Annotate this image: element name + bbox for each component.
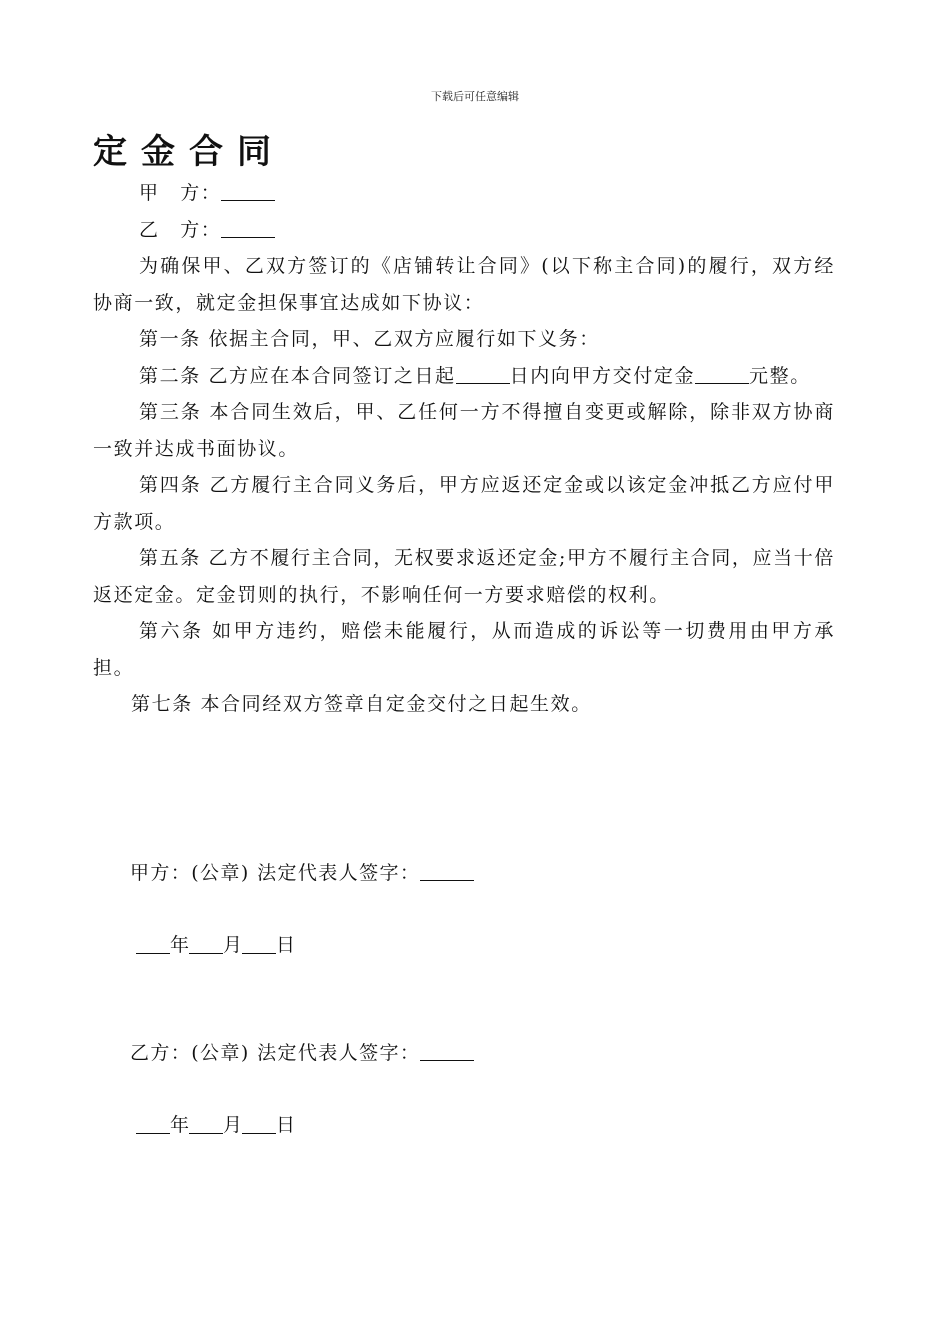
year-blank bbox=[136, 1114, 170, 1134]
article-2 bbox=[93, 358, 835, 395]
party-b-line bbox=[93, 212, 835, 249]
year-label: 年 bbox=[170, 1114, 190, 1136]
party-a-blank bbox=[221, 181, 275, 201]
party-a-signature-label: 甲方：(公章) 法定代表人签字： bbox=[130, 862, 421, 884]
party-b-label: 乙 方： bbox=[139, 218, 222, 241]
article-1: 第一条 依据主合同，甲、乙双方应履行如下义务： bbox=[139, 328, 600, 350]
month-blank bbox=[189, 1114, 223, 1134]
party-b-date bbox=[136, 1110, 295, 1137]
document-title: 定金合同 bbox=[93, 132, 285, 172]
month-label: 月 bbox=[223, 1114, 243, 1136]
party-b-blank bbox=[221, 218, 275, 238]
party-a-signature-blank bbox=[420, 861, 474, 881]
year-blank bbox=[136, 934, 170, 954]
intro-paragraph: 为确保甲、乙双方签订的《店铺转让合同》(以下称主合同)的履行，双方经协商一致，就定金担保事宜达成如下协议： bbox=[93, 255, 835, 314]
article-7: 第七条 本合同经双方签章自定金交付之日起生效。 bbox=[131, 693, 592, 715]
contract-body bbox=[93, 175, 835, 723]
day-label: 日 bbox=[276, 934, 296, 956]
party-a-line bbox=[93, 175, 835, 212]
article-2-part-a: 第二条 乙方应在本合同签订之日起 bbox=[139, 364, 456, 387]
article-2-part-c: 元整。 bbox=[749, 364, 811, 387]
article-6: 第六条 如甲方违约，赔偿未能履行，从而造成的诉讼等一切费用由甲方承担。 bbox=[93, 620, 835, 679]
article-3: 第三条 本合同生效后，甲、乙任何一方不得擅自变更或解除，除非双方协商一致并达成书面协议。 bbox=[93, 401, 835, 460]
article-2-part-b: 日内向甲方交付定金 bbox=[509, 364, 696, 387]
days-blank bbox=[456, 364, 510, 384]
header-note: 下载后可任意编辑 bbox=[431, 90, 519, 103]
article-4: 第四条 乙方履行主合同义务后，甲方应返还定金或以该定金冲抵乙方应付甲方款项。 bbox=[93, 474, 835, 533]
day-label: 日 bbox=[276, 1114, 296, 1136]
year-label: 年 bbox=[170, 934, 190, 956]
party-b-signature-line bbox=[130, 1038, 474, 1065]
party-a-signature-line bbox=[130, 858, 474, 885]
article-5: 第五条 乙方不履行主合同，无权要求返还定金;甲方不履行主合同，应当十倍返还定金。定金罚则的执行，不影响任何一方要求赔偿的权利。 bbox=[93, 547, 835, 606]
day-blank bbox=[242, 1114, 276, 1134]
amount-blank bbox=[695, 364, 749, 384]
party-b-signature-label: 乙方：(公章) 法定代表人签字： bbox=[130, 1042, 421, 1064]
party-b-signature-blank bbox=[420, 1041, 474, 1061]
month-blank bbox=[189, 934, 223, 954]
day-blank bbox=[242, 934, 276, 954]
party-a-label: 甲 方： bbox=[139, 182, 222, 204]
party-a-date bbox=[136, 930, 295, 957]
month-label: 月 bbox=[223, 934, 243, 956]
